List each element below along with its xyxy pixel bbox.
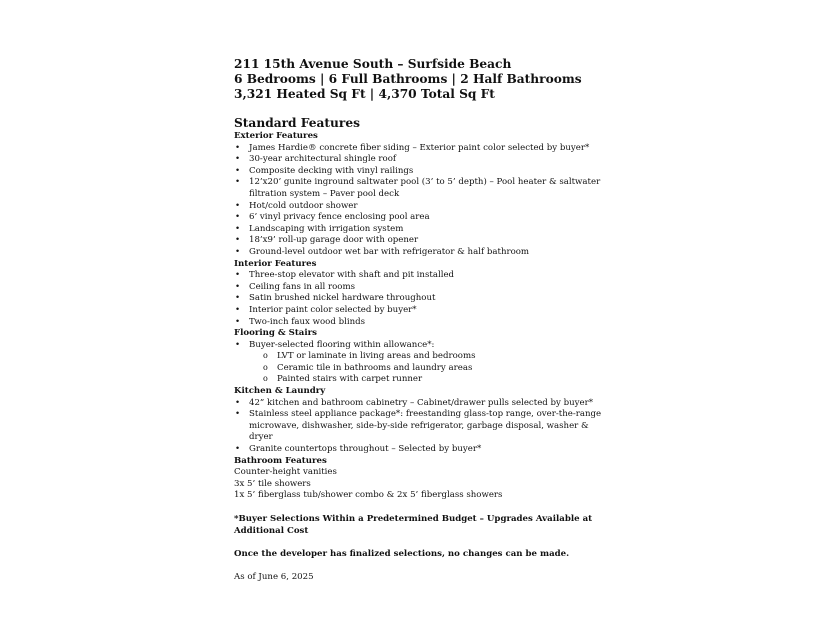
- spec-sheet: [234, 57, 614, 583]
- list-item: • Composite decking with vinyl railings: [234, 166, 614, 178]
- bathroom-line: Counter-height vanities: [234, 467, 337, 478]
- buyer-selections-note: *Buyer Selections Within a Predetermined Budget – Upgrades Available at Additional Cost: [234, 514, 593, 536]
- list-item: • Satin brushed nickel hardware throughout: [234, 293, 614, 305]
- list-item: • Hot/cold outdoor shower: [234, 201, 614, 213]
- flooring-stairs-heading: Flooring & Stairs: [234, 328, 317, 339]
- list-item: • 42” kitchen and bathroom cabinetry – Cabinet/drawer pulls selected by buyer*: [234, 398, 614, 410]
- bathroom-line: 1x 5’ fiberglass tub/shower combo & 2x 5’ fiberglass showers: [234, 490, 503, 501]
- exterior-features-heading: Exterior Features: [234, 131, 318, 141]
- list-item: • Ceiling fans in all rooms: [234, 282, 614, 294]
- list-item: • James Hardie® concrete fiber siding – Exterior paint color selected by buyer*: [234, 143, 614, 155]
- kitchen-laundry-heading: Kitchen & Laundry: [234, 386, 326, 397]
- exterior-features-list: [234, 143, 614, 259]
- bathroom-line: 3x 5’ tile showers: [234, 478, 311, 489]
- list-item: • Interior paint color selected by buyer*: [234, 305, 614, 317]
- list-item: • Ground-level outdoor wet bar with refrigerator & half bathroom: [234, 247, 614, 259]
- property-address: 211 15th Avenue South – Surfside Beach: [234, 57, 512, 71]
- finalized-selections-note: Once the developer has finalized selections, no changes can be made.: [234, 549, 570, 560]
- sub-list-item: o Ceramic tile in bathrooms and laundry areas: [234, 363, 614, 375]
- interior-features-list: [234, 270, 614, 328]
- list-item: • Buyer-selected flooring within allowance*:: [234, 340, 614, 352]
- kitchen-laundry-list: [234, 398, 614, 456]
- sub-list-item: o LVT or laminate in living areas and bedrooms: [234, 351, 614, 363]
- bathroom-features-heading: Bathroom Features: [234, 455, 327, 466]
- list-item: • 30-year architectural shingle roof: [234, 154, 614, 166]
- interior-features-heading: Interior Features: [234, 258, 317, 269]
- as-of-date: As of June 6, 2025: [234, 571, 314, 582]
- list-item: • Landscaping with irrigation system: [234, 224, 614, 236]
- standard-features-title: Standard Features: [234, 116, 360, 130]
- room-counts: 6 Bedrooms | 6 Full Bathrooms | 2 Half Bathrooms: [234, 72, 582, 86]
- square-footage: 3,321 Heated Sq Ft | 4,370 Total Sq Ft: [234, 87, 495, 101]
- flooring-list: [234, 340, 614, 386]
- list-item: • Granite countertops throughout – Selected by buyer*: [234, 444, 614, 456]
- list-item: • Two-inch faux wood blinds: [234, 317, 614, 329]
- list-item: • 12’x20’ gunite inground saltwater pool (3’ to 5’ depth) – Pool heater & saltwater filtration system – Paver pool deck: [234, 177, 614, 200]
- list-item: • Stainless steel appliance package*: freestanding glass-top range, over-the-range microwave, dishwasher, side-by-side refrigerator, garbage disposal, washer & dryer: [234, 409, 614, 444]
- list-item: • Three-stop elevator with shaft and pit installed: [234, 270, 614, 282]
- sub-list-item: o Painted stairs with carpet runner: [234, 374, 614, 386]
- list-item: • 6’ vinyl privacy fence enclosing pool area: [234, 212, 614, 224]
- list-item: • 18’x9’ roll-up garage door with opener: [234, 235, 614, 247]
